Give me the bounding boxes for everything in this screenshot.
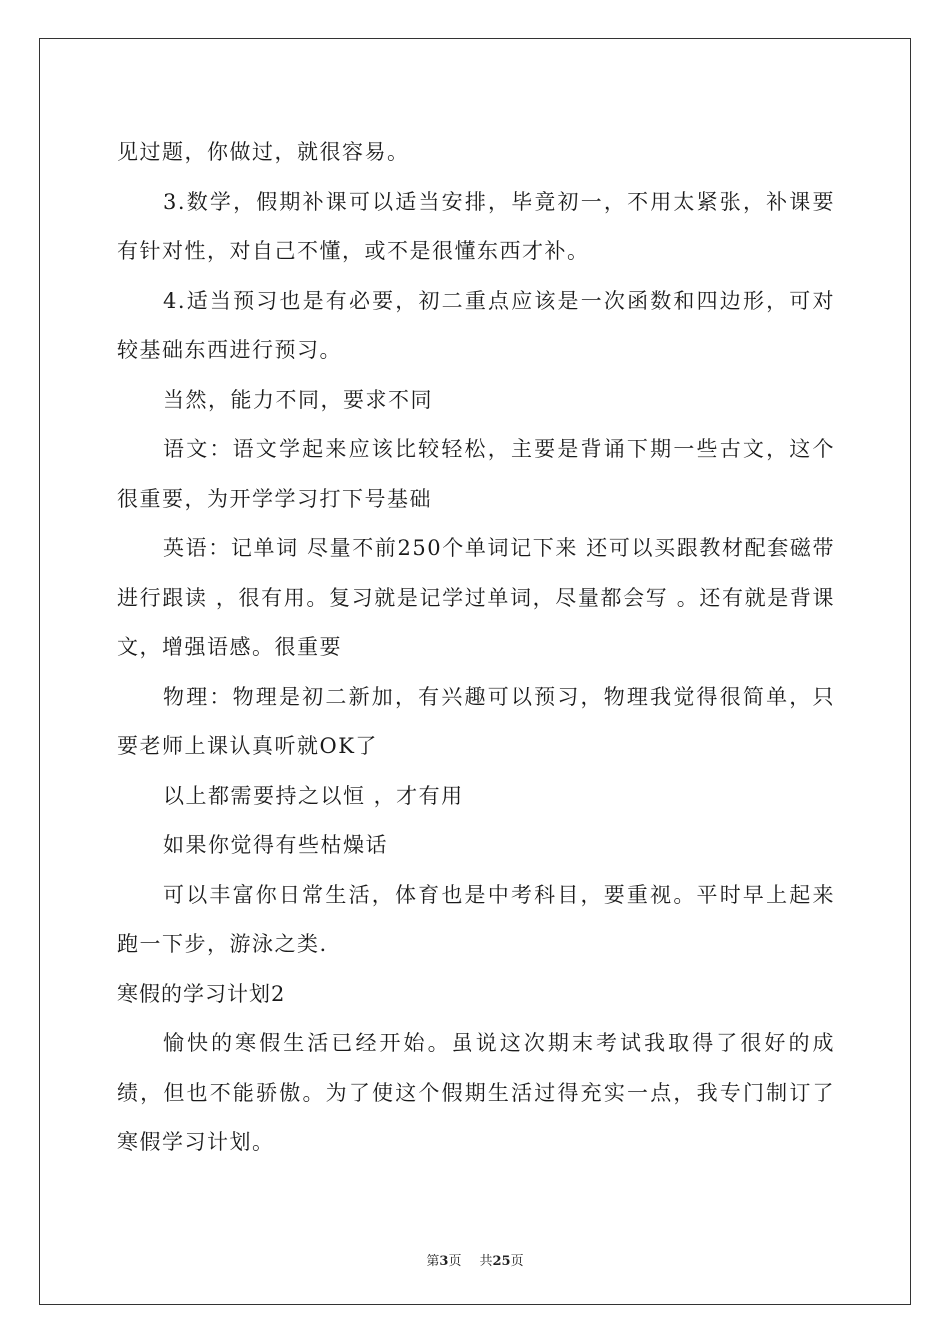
paragraph: 英语：记单词 尽量不前250个单词记下来 还可以买跟教材配套磁带进行跟读 ，很有用。复习就是记学过单词，尽量都会写 。还有就是背课文，增强语感。很重要 [117, 536, 835, 659]
section-heading: 寒假的学习计划2 [117, 981, 286, 1006]
footer-page-suffix: 页 [448, 1254, 462, 1269]
paragraph: 4.适当预习也是有必要，初二重点应该是一次函数和四边形，可对较基础东西进行预习。 [117, 288, 835, 362]
paragraph: 可以丰富你日常生活，体育也是中考科目，要重视。平时早上起来跑一下步，游泳之类. [117, 882, 835, 956]
paragraph: 愉快的寒假生活已经开始。虽说这次期末考试我取得了很好的成绩，但也不能骄傲。为了使这个假期生活过得充实一点，我专门制订了寒假学习计划。 [117, 1031, 835, 1154]
footer-prefix: 第 [426, 1254, 440, 1269]
paragraph: 当然，能力不同，要求不同 [163, 387, 433, 412]
paragraph: 3.数学，假期补课可以适当安排，毕竟初一，不用太紧张，补课要有针对性，对自己不懂，或不是很懂东西才补。 [117, 189, 835, 263]
paragraph: 语文：语文学起来应该比较轻松，主要是背诵下期一些古文，这个很重要，为开学学习打下号基础 [117, 437, 835, 511]
paragraph: 如果你觉得有些枯燥话 [163, 833, 388, 857]
document-body [117, 128, 835, 1168]
footer-total-suffix: 页 [510, 1254, 524, 1269]
footer-total-prefix: 共 [479, 1254, 493, 1269]
total-pages-number: 25 [492, 1254, 511, 1269]
current-page-number: 3 [439, 1254, 449, 1269]
page-footer [0, 1250, 950, 1269]
paragraph: 以上都需要持之以恒 ，才有用 [163, 783, 464, 808]
paragraph: 物理：物理是初二新加，有兴趣可以预习，物理我觉得很简单，只要老师上课认真听就OK了 [117, 684, 835, 758]
paragraph: 见过题，你做过，就很容易。 [117, 140, 410, 164]
